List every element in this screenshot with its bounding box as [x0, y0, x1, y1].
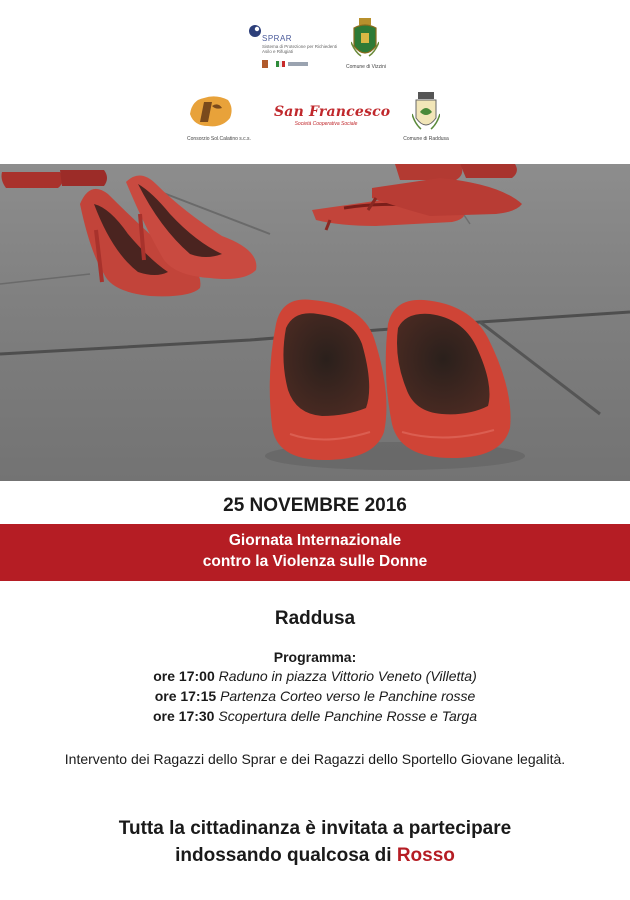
- banner-line-2: contro la Violenza sulle Donne: [202, 553, 428, 570]
- program-description: Partenza Corteo verso le Panchine rosse: [220, 688, 476, 704]
- closing-line-2-prefix: indossando qualcosa di: [175, 845, 397, 866]
- raddusa-crest-icon: [412, 92, 440, 134]
- program-item: [0, 668, 630, 684]
- program-time: ore 17:30: [152, 708, 215, 724]
- program-item: [0, 708, 630, 724]
- program-time: ore 17:00: [153, 668, 215, 684]
- vizzini-crest-icon: [351, 18, 379, 62]
- sprar-logo-icon: [248, 24, 262, 38]
- sprar-subtitle: Sistema di Protezione per Richiedenti Asilo e Rifugiati: [262, 44, 338, 55]
- program-item: [0, 688, 630, 704]
- program-description: Scopertura delle Panchine Rosse e Targa: [218, 708, 478, 724]
- intervento-text: Intervento dei Ragazzi dello Sprar e dei Ragazzi dello Sportello Giovane legalità.: [64, 751, 566, 767]
- program-title: Programma:: [273, 649, 357, 665]
- event-banner: [0, 524, 630, 581]
- closing-highlight: Rosso: [396, 845, 455, 866]
- event-date: 25 NOVEMBRE 2016: [223, 495, 407, 516]
- closing-line-2: [0, 842, 630, 869]
- san-francesco-subtitle: Società Cooperativa Sociale: [294, 121, 358, 127]
- closing-line-1: Tutta la cittadinanza è invitata a partecipare: [118, 818, 512, 839]
- red-shoes-photo: [0, 164, 630, 481]
- logo-header: [0, 0, 630, 160]
- raddusa-label: Comune di Raddusa: [403, 136, 449, 142]
- program-time: ore 17:15: [154, 688, 217, 704]
- event-town: Raddusa: [274, 608, 356, 629]
- san-francesco-logo: [274, 104, 391, 127]
- sprar-name: SPRAR: [262, 34, 293, 43]
- vizzini-label: Comune di Vizzini: [346, 64, 386, 70]
- sprar-partner-logos-icon: [262, 60, 308, 68]
- closing-message: [0, 815, 630, 869]
- banner-line-1: Giornata Internazionale: [228, 532, 402, 549]
- program-description: Raduno in piazza Vittorio Veneto (Villetta): [218, 668, 477, 684]
- sol-calatino-label: Consorzio Sol.Calatino s.c.s.: [187, 136, 251, 142]
- sol-calatino-logo-icon: [186, 92, 236, 132]
- san-francesco-title: San Francesco: [274, 104, 391, 120]
